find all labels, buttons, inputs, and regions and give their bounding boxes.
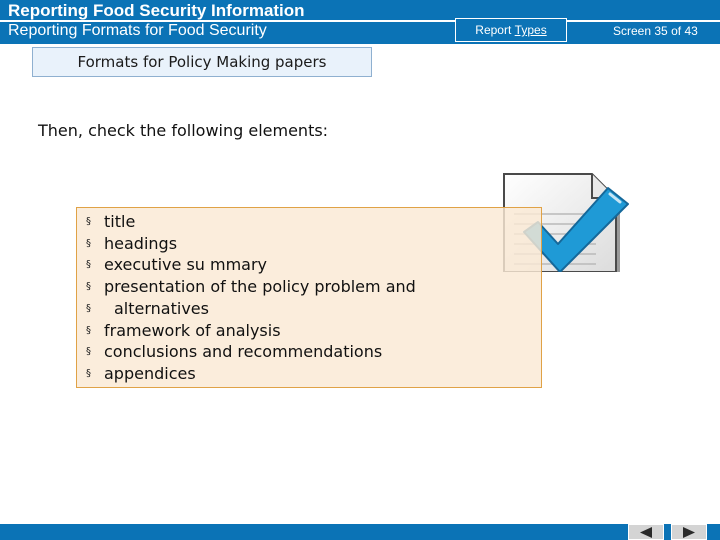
course-title: Reporting Food Security Information — [8, 1, 305, 20]
report-types-link[interactable]: Types — [514, 23, 547, 37]
screen-label: Screen — [613, 24, 652, 38]
bullet-icon: § — [86, 367, 91, 379]
list-item-text: alternatives — [114, 298, 209, 318]
screen-counter — [613, 23, 698, 39]
list-item-text: appendices — [104, 363, 196, 383]
list-item-text: framework of analysis — [104, 320, 281, 340]
screen-of: of — [671, 24, 682, 38]
bullet-icon: § — [86, 216, 91, 227]
list-item — [86, 276, 526, 298]
next-arrow-icon — [682, 527, 696, 538]
list-item-text: executive su mmary — [104, 255, 268, 275]
list-item — [86, 320, 526, 342]
bullet-icon: § — [86, 281, 91, 293]
bullet-icon: § — [86, 237, 91, 249]
checklist — [86, 211, 526, 385]
list-item — [86, 298, 526, 320]
screen-total: 43 — [684, 24, 698, 38]
instruction-text: Then, check the following elements: — [38, 121, 329, 140]
list-item — [86, 211, 526, 233]
previous-arrow-icon — [639, 527, 653, 538]
list-item — [86, 254, 526, 276]
list-item — [86, 341, 526, 363]
report-types-label: Report — [475, 23, 512, 37]
list-item — [86, 233, 526, 255]
list-item-text: title — [104, 212, 136, 231]
list-item-text: conclusions and recommendations — [104, 342, 383, 362]
bullet-icon: § — [86, 324, 91, 336]
checklist-box — [76, 207, 542, 388]
next-button[interactable] — [671, 524, 707, 540]
report-types-button[interactable] — [455, 18, 567, 42]
section-title: Formats for Policy Making papers — [32, 47, 372, 77]
footer-bar — [0, 524, 720, 540]
bullet-icon: § — [86, 302, 91, 314]
bullet-icon: § — [86, 259, 91, 271]
previous-button[interactable] — [628, 524, 664, 540]
module-title: Reporting Formats for Food Security — [8, 22, 267, 39]
list-item-text: presentation of the policy problem and — [104, 277, 416, 297]
screen-current: 35 — [654, 24, 668, 38]
list-item-text: headings — [104, 233, 178, 253]
bullet-icon: § — [86, 346, 91, 358]
list-item — [86, 363, 526, 385]
